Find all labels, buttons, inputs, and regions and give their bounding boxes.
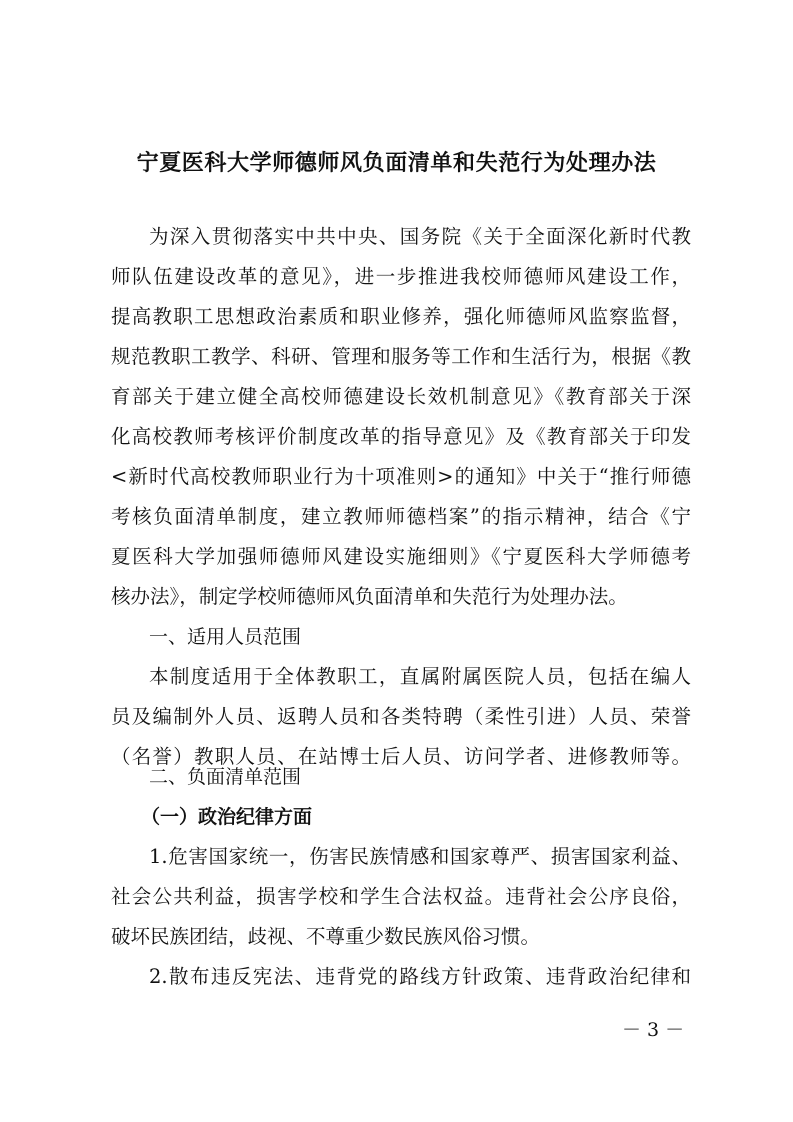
- paragraph-line: 社会公共利益，损害学校和学生合法权益。违背社会公序良俗，: [111, 885, 691, 908]
- paragraph-line: 1.危害国家统一，伤害民族情感和国家尊严、损害国家利益、: [149, 845, 691, 868]
- paragraph-line: 规范教职工教学、科研、管理和服务等工作和生活行为，根据《教: [111, 345, 691, 368]
- paragraph-line: 本制度适用于全体教职工，直属附属医院人员，包括在编人: [149, 665, 691, 688]
- paragraph-line: <新时代高校教师职业行为十项准则>的通知》中关于“推行师德: [111, 465, 691, 488]
- paragraph-line: 师队伍建设改革的意见》，进一步推进我校师德师风建设工作，: [111, 265, 691, 288]
- paragraph-line: 破坏民族团结，歧视、不尊重少数民族风俗习惯。: [111, 925, 541, 948]
- paragraph-line: 提高教职工思想政治素质和职业修养，强化师德师风监察监督，: [111, 305, 691, 328]
- paragraph-line: 育部关于建立健全高校师德建设长效机制意见》《教育部关于深: [111, 385, 691, 408]
- paragraph-line: 考核负面清单制度，建立教师师德档案”的指示精神，结合《宁: [111, 505, 691, 528]
- document-title: 宁夏医科大学师德师风负面清单和失范行为处理办法: [136, 150, 657, 176]
- paragraph-line: （名誉）教职人员、在站博士后人员、访问学者、进修教师等。: [111, 745, 691, 768]
- section-heading: 一、适用人员范围: [149, 626, 302, 648]
- paragraph-line: 2.散布违反宪法、违背党的路线方针政策、违背政治纪律和: [149, 965, 691, 988]
- paragraph-line: 为深入贯彻落实中共中央、国务院《关于全面深化新时代教: [149, 225, 691, 248]
- subsection-heading: （一）政治纪律方面: [141, 806, 313, 828]
- paragraph-line: 化高校教师考核评价制度改革的指导意见》及《教育部关于印发: [111, 425, 691, 448]
- paragraph-line: 夏医科大学加强师德师风建设实施细则》《宁夏医科大学师德考: [111, 545, 691, 568]
- page-number: － 3 －: [622, 1019, 685, 1041]
- section-heading: 二、负面清单范围: [149, 766, 302, 788]
- paragraph-line: 核办法》，制定学校师德师风负面清单和失范行为处理办法。: [111, 585, 628, 608]
- paragraph-line: 员及编制外人员、返聘人员和各类特聘（柔性引进）人员、荣誉: [111, 705, 691, 728]
